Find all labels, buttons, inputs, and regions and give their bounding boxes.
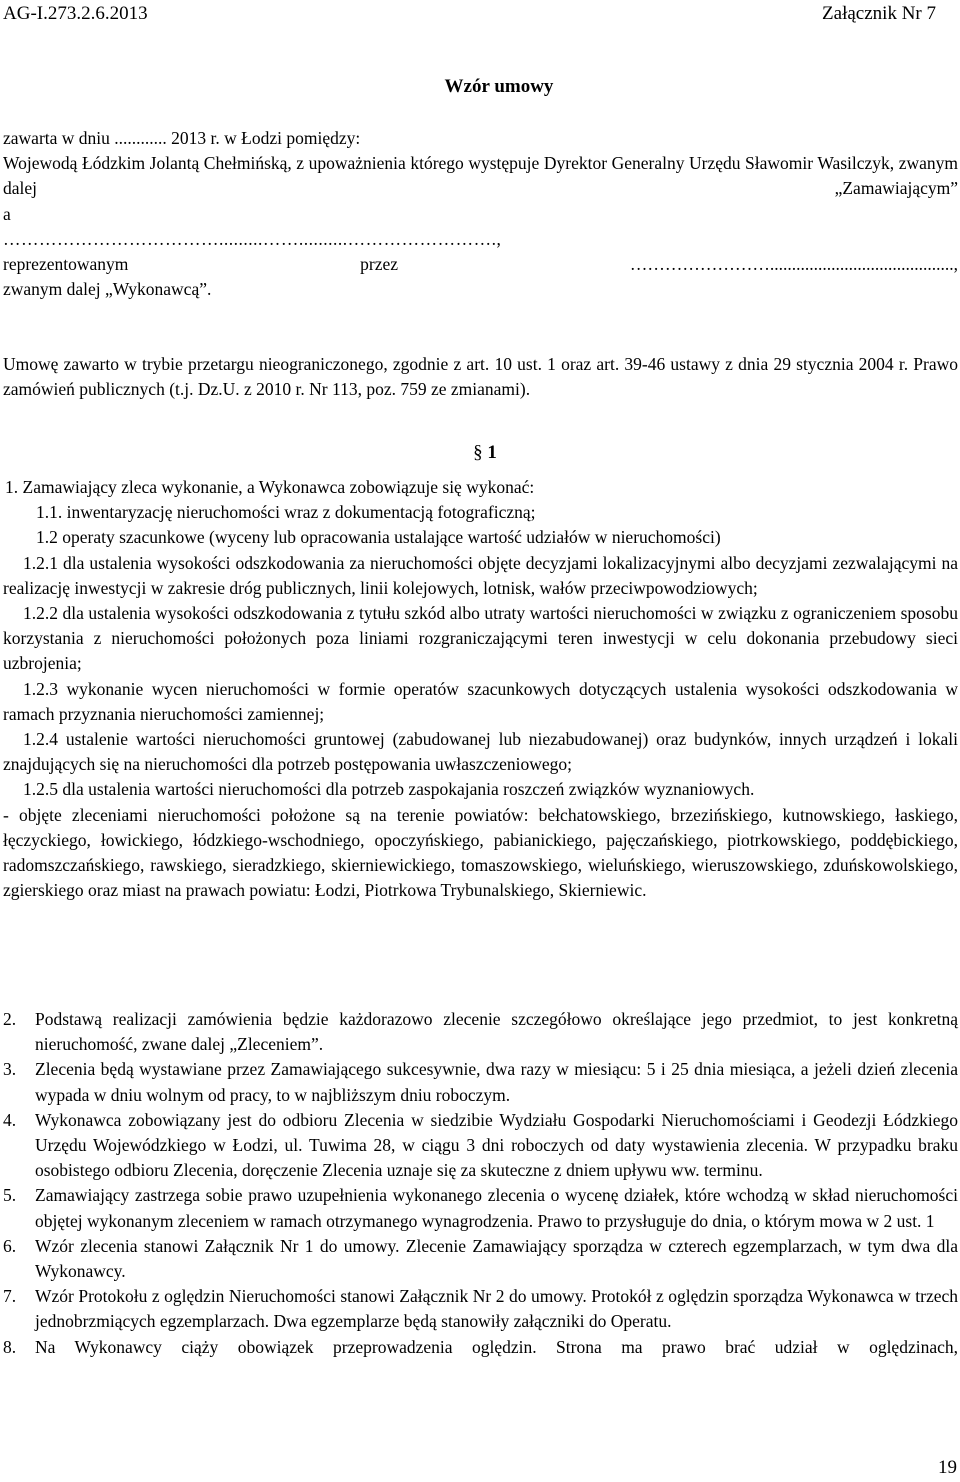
districts-paragraph: - objęte zleceniami nieruchomości położone są na terenie powiatów: bełchatowskiego, brzezińskiego, kutnowskiego, łaskiego, łęczyckiego, łowickiego, łódzkiego-wschodniego, opoczyńskiego, pabianickiego, pajęczańskiego, piotrkowskiego, poddębickiego, radomszczańskiego, rawskiego, sieradzkiego, skierniewickiego, tomaszowskiego, wieluńskiego, wieruszowskiego, zduńskowolskiego, zgierskiego oraz miast na prawach powiatu: Łodzi, Piotrkowa Trybunalskiego, Skierniewic.	[3, 804, 958, 901]
item-number: 8.	[3, 1336, 17, 1357]
list-item	[3, 1183, 958, 1233]
intro-contractor-line: ……………………………….........……..........…………………….,	[3, 228, 502, 249]
item-number: 4.	[3, 1109, 17, 1130]
clause-1-2-1	[0, 551, 958, 601]
item-text: Zamawiający zastrzega sobie prawo uzupełnienia wykonanego zlecenia o wycenę działek, które wchodzą w skład nieruchomości objętej wykonanym zleceniem w ramach otrzymanego wynagrodzenia. Prawo to przysługuje do dnia, o którym mowa w 2 ust. 1	[35, 1185, 958, 1231]
list-item	[3, 1108, 958, 1184]
list-item	[3, 1234, 958, 1284]
item-number: 5.	[3, 1185, 17, 1206]
clause-1-2-3-text: 1.2.3 wykonanie wycen nieruchomości w formie operatów szacunkowych dotyczących ustalenia wysokości odszkodowania w ramach przyznania nieruchomości zamiennej;	[3, 678, 958, 724]
clause-1	[3, 475, 958, 903]
intro-block	[3, 126, 958, 302]
clause-1-lead: 1. Zamawiający zleca wykonanie, a Wykonawca zobowiązuje się wykonać:	[5, 477, 535, 497]
numbered-items	[3, 1007, 958, 1360]
intro-and: a	[3, 203, 11, 224]
intro-representative-line: reprezentowanym przez ……………………..........................................,	[3, 254, 958, 275]
item-text: Wzór Protokołu z oględzin Nieruchomości stanowi Załącznik Nr 2 do umowy. Protokół z oględzin sporządza Wykonawca w trzech jednobrzmiących egzemplarzach. Dwa egzemplarze będą stanowiły załączniki do Operatu.	[35, 1286, 958, 1332]
page-number: 19	[938, 1457, 957, 1478]
attachment-label: Załącznik Nr 7	[822, 3, 936, 24]
list-item	[3, 1007, 958, 1057]
intro-date-line: zawarta w dniu ............ 2013 r. w Łodzi pomiędzy:	[3, 128, 361, 148]
list-item	[3, 1284, 958, 1334]
section-mark: §	[473, 442, 483, 463]
document-title: Wzór umowy	[444, 76, 554, 97]
clause-1-2-2	[0, 601, 958, 677]
list-item	[3, 1335, 958, 1360]
clause-1-2-5	[0, 777, 958, 802]
item-number: 3.	[3, 1059, 17, 1080]
item-text: Podstawą realizacji zamówienia będzie każdorazowo zlecenie szczegółowo określające jego przedmiot, to jest konkretną nieruchomość, zwane dalej „Zleceniem”.	[35, 1009, 958, 1055]
clause-1-2: 1.2 operaty szacunkowe (wyceny lub opracowania ustalające wartość udziałów w nieruchomości)	[36, 527, 721, 548]
clause-1-2-4	[0, 727, 958, 777]
item-number: 2.	[3, 1009, 17, 1029]
item-text: Wykonawca zobowiązany jest do odbioru Zlecenia w siedzibie Wydziału Gospodarki Nieruchomościami i Geodezji Łódzkiego Urzędu Wojewódzkiego w Łodzi, ul. Tuwima 28, w ciągu 3 dni roboczych od daty wystawienia zlecenia. W przypadku braku osobistego odbioru Zlecenia, doręczenie Zlecenia uznaje się za skuteczne z dniem upływu ww. terminu.	[35, 1109, 958, 1181]
section-heading	[0, 442, 960, 464]
clause-1-2-1-text: 1.2.1 dla ustalenia wysokości odszkodowania za nieruchomości objęte decyzjami lokalizacyjnymi albo decyzjami zezwalającymi na realizację inwestycji w zakresie dróg publicznych, linii kolejowych, lotnisk, wałów przeciwpowodziowych;	[3, 552, 958, 598]
document-reference: AG-I.273.2.6.2013	[3, 3, 148, 24]
clause-1-2-4-text: 1.2.4 ustalenie wartości nieruchomości gruntowej (zabudowanej lub niezabudowanej) oraz budynków, innych urządzeń i lokali znajdujących się na nieruchomości dla potrzeb postępowania uwłaszczeniowego;	[3, 729, 958, 775]
legal-basis-text: Umowę zawarto w trybie przetargu nieograniczonego, zgodnie z art. 10 ust. 1 oraz art. 39-46 ustawy z dnia 29 stycznia 2004 r. Prawo zamówień publicznych (t.j. Dz.U. z 2010 r. Nr 113, poz. 759 ze zmianami).	[3, 354, 958, 400]
clause-1-1: 1.1. inwentaryzację nieruchomości wraz z dokumentacją fotograficzną;	[36, 502, 536, 523]
item-number: 6.	[3, 1235, 17, 1256]
clause-1-2-2-text: 1.2.2 dla ustalenia wysokości odszkodowania z tytułu szkód albo utraty wartości nieruchomości w związku z ograniczeniem sposobu korzystania z nieruchomości położonych poza liniami rozgraniczającymi teren inwestycji w celu dokonania przebudowy sieci uzbrojenia;	[3, 603, 958, 674]
list-item	[3, 1057, 958, 1107]
clause-1-2-5-text: 1.2.5 dla ustalenia wartości nieruchomości dla potrzeb zaspokajania roszczeń związków wyznaniowych.	[23, 779, 755, 800]
section-number: 1	[487, 442, 497, 463]
item-text: Wzór zlecenia stanowi Załącznik Nr 1 do umowy. Zlecenie Zamawiający sporządza w czterech egzemplarzach, w tym dwa dla Wykonawcy.	[35, 1235, 958, 1282]
legal-basis	[3, 352, 958, 402]
item-text: Zlecenia będą wystawiane przez Zamawiającego sukcesywnie, dwa razy w miesiącu: 5 i 25 dnia miesiąca, a jeżeli dzień zlecenia wypada w dniu wolnym od pracy, to w najbliższym dniu roboczym.	[35, 1059, 958, 1105]
item-number: 7.	[3, 1286, 17, 1307]
intro-contractor-alias: zwanym dalej „Wykonawcą”.	[3, 279, 212, 300]
clause-1-2-3	[0, 677, 958, 727]
item-text: Na Wykonawcy ciąży obowiązek przeprowadzenia oględzin. Strona ma prawo brać udział w oględzinach,	[35, 1336, 958, 1357]
intro-party-line: Wojewodą Łódzkim Jolantą Chełmińską, z upoważnienia którego występuje Dyrektor Generalny Urzędu Sławomir Wasilczyk, zwanym dalej „Zamawiającym”	[3, 153, 958, 199]
